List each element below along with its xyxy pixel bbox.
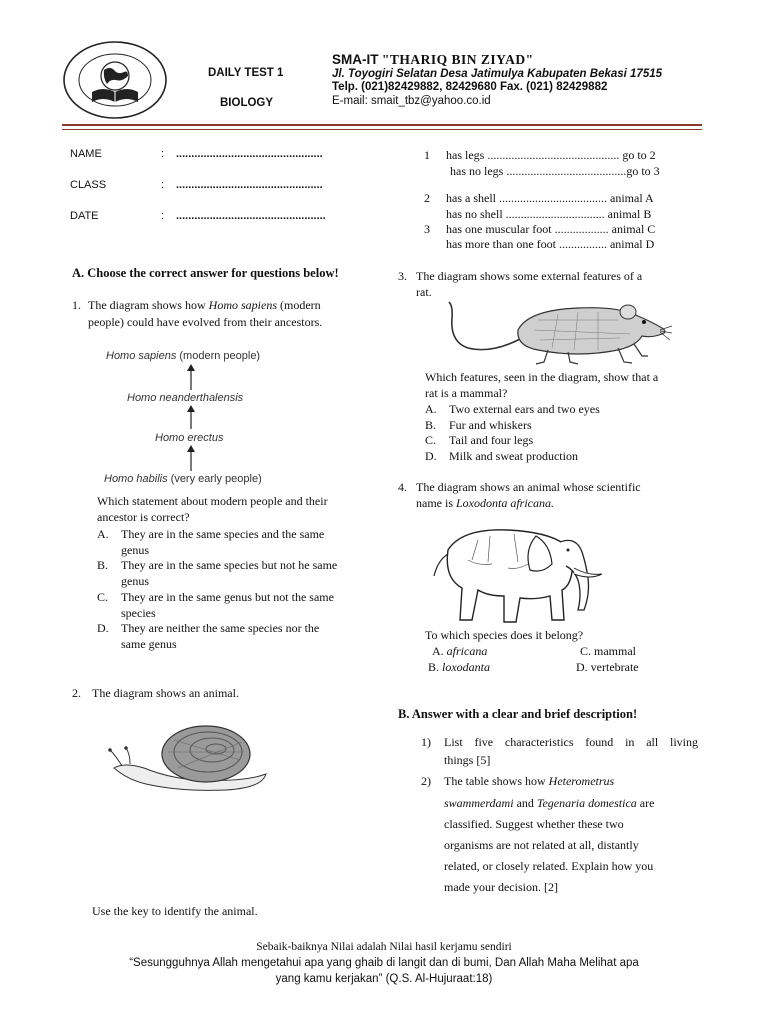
q3-option-a-letter: A.: [425, 402, 437, 416]
q3-option-d-letter: D.: [425, 449, 437, 463]
q3-option-d-text: Milk and sweat production: [449, 449, 578, 463]
q1-option-c-text-2: species: [121, 606, 156, 620]
q1-option-a[interactable]: [97, 527, 369, 559]
q3-option-d[interactable]: [425, 449, 685, 465]
name-label: NAME: [70, 148, 102, 160]
evo-arrow-3: [186, 445, 196, 471]
test-title: DAILY TEST 1: [208, 67, 284, 79]
b-q2-line3: classified. Suggest whether these two: [444, 817, 624, 831]
b-q2-l2-mid: and: [513, 796, 537, 810]
b-q2-l2-end: are: [636, 796, 655, 810]
evo-homo-sapiens: [106, 350, 260, 362]
q1-option-a-text-2: genus: [121, 543, 149, 557]
b-q2-l2-italic-b: Tegenaria domestica: [536, 796, 637, 810]
school-name-text: "THARIQ BIN ZIYAD": [381, 52, 534, 67]
q3-option-a-text: Two external ears and two eyes: [449, 402, 600, 416]
key-2b-dots: .................................: [505, 207, 605, 221]
date-label: DATE: [70, 210, 99, 222]
b-q2-l2-italic-a: swammerdami: [444, 796, 514, 810]
q4-option-b-letter: B.: [428, 660, 440, 674]
q4-option-d-text: vertebrate: [590, 660, 639, 674]
name-field[interactable]: ................................................: [176, 148, 323, 160]
q4-stem-l2a: name is: [416, 496, 456, 510]
class-colon: :: [161, 179, 165, 191]
b-q2-line4: organisms are not related at all, distantly: [444, 838, 639, 852]
b-q2-line2: [444, 796, 654, 811]
key-row-3a: [446, 222, 655, 237]
key-3a-result: animal C: [611, 222, 656, 236]
q1-option-d-text-1: They are neither the same species nor the: [121, 621, 320, 635]
q1-stem-line2: people) could have evolved from their ancestors.: [88, 315, 323, 329]
key-2a-dots: ....................................: [499, 191, 607, 205]
school-logo: [62, 40, 168, 120]
q4-option-d[interactable]: [576, 660, 639, 675]
q1-question-line2: ancestor is correct?: [97, 510, 190, 524]
b-q2-line5: related, or closely related. Explain how you: [444, 859, 654, 873]
q3-option-c-text: Tail and four legs: [449, 433, 534, 447]
q3-number: 3.: [398, 269, 407, 283]
q3-question-line2: rat is a mammal?: [425, 386, 508, 400]
key-2a-text: has a shell: [446, 191, 496, 205]
q4-option-a-text: africana: [446, 644, 488, 658]
b-q2-line6: made your decision. [2]: [444, 880, 558, 894]
key-row-2-num: 2: [424, 191, 430, 205]
q3-stem-line2: rat.: [416, 285, 432, 299]
footer-quote-line2: yang kamu kerjakan” (Q.S. Al-Hujuraat:18): [275, 973, 493, 985]
q4-stem-line1: The diagram shows an animal whose scientific: [416, 480, 641, 494]
q1-option-b[interactable]: [97, 558, 369, 590]
q1-option-a-text-1: They are in the same species and the same: [121, 527, 325, 541]
evo-arrow-2: [186, 405, 196, 429]
q4-stem-l2-italic: Loxodonta africana.: [456, 496, 554, 510]
key-row-3-num: 3: [424, 222, 430, 236]
evo-homo-habilis: [104, 473, 262, 485]
footer-motto: Sebaik-baiknya Nilai adalah Nilai hasil kerjamu sendiri: [256, 941, 512, 953]
q1-option-d-text-2: same genus: [121, 637, 177, 651]
key-3b-dots: ................: [558, 237, 607, 251]
q3-question-line1: Which features, seen in the diagram, show that a: [425, 370, 659, 384]
q3-option-b-letter: B.: [425, 418, 437, 432]
b-q1-line1: List five characteristics found in all living: [444, 735, 698, 749]
key-3b-text: has more than one foot: [446, 237, 556, 251]
q4-option-a-letter: A.: [432, 644, 444, 658]
subject-label: BIOLOGY: [220, 97, 274, 109]
q1-option-b-letter: B.: [97, 558, 109, 572]
school-email: E-mail: smait_tbz@yahoo.co.id: [332, 95, 491, 107]
q2-stem: The diagram shows an animal.: [92, 686, 239, 700]
evo-top-italic: Homo sapiens: [106, 350, 177, 362]
q4-stem-line2: [416, 496, 554, 511]
header-rule-thin: [62, 129, 702, 130]
key-2a-result: animal A: [610, 191, 654, 205]
q1-number: 1.: [72, 298, 81, 312]
name-colon: :: [161, 148, 165, 160]
school-name: [332, 52, 534, 68]
key-row-1a: [446, 148, 656, 163]
footer-quote-line1: “Sesungguhnya Allah mengetahui apa yang ghaib di langit dan di bumi, Dan Allah Maha Melihat apa: [129, 957, 639, 969]
q1-stem-b: (modern: [277, 298, 321, 312]
q1-option-c-letter: C.: [97, 590, 109, 604]
q3-option-c[interactable]: [425, 433, 685, 449]
elephant-illustration: [428, 520, 606, 626]
q4-option-c[interactable]: [580, 644, 636, 659]
q4-option-c-letter: C.: [580, 644, 592, 658]
class-label: CLASS: [70, 179, 107, 191]
key-row-3b: [446, 237, 654, 252]
q4-option-b[interactable]: [428, 660, 490, 675]
key-1a-text: has legs: [446, 148, 485, 162]
key-row-2a: [446, 191, 654, 206]
section-b-heading: B. Answer with a clear and brief description!: [398, 707, 638, 721]
evo-homo-erectus: Homo erectus: [155, 432, 224, 444]
rat-illustration: [448, 300, 674, 366]
q3-option-a[interactable]: [425, 402, 685, 418]
b-q1-number: 1): [421, 735, 431, 749]
class-field[interactable]: ................................................: [176, 179, 323, 191]
q1-option-c-text-1: They are in the same genus but not the same: [121, 590, 334, 604]
q1-option-b-text-1: They are in the same species but not he same: [121, 558, 338, 572]
q1-option-c[interactable]: [97, 590, 369, 622]
q1-stem-a: The diagram shows how: [88, 298, 209, 312]
key-1a-dots: ............................................: [487, 148, 620, 162]
key-3a-text: has one muscular foot: [446, 222, 552, 236]
q4-option-b-text: loxodanta: [442, 660, 491, 674]
q3-option-b[interactable]: [425, 418, 685, 434]
evo-top-rest: (modern people): [176, 350, 261, 362]
q4-number: 4.: [398, 480, 407, 494]
b-q2-number: 2): [421, 774, 431, 788]
q3-option-b-text: Fur and whiskers: [449, 418, 532, 432]
school-phone: Telp. (021)82429882, 82429680 Fax. (021) 82429882: [332, 81, 608, 93]
section-a-heading: A. Choose the correct answer for questions below!: [72, 266, 339, 280]
header-rule: [62, 124, 702, 126]
evo-homo-neanderthalensis: Homo neanderthalensis: [127, 392, 244, 404]
key-1a-result: go to 2: [622, 148, 656, 162]
key-row-2b: [446, 207, 651, 222]
school-name-prefix: SMA-IT: [332, 52, 379, 67]
q1-option-d[interactable]: [97, 621, 369, 653]
school-address: Jl. Toyogiri Selatan Desa Jatimulya Kabupaten Bekasi 17515: [332, 68, 663, 80]
q1-option-b-text-2: genus: [121, 574, 149, 588]
key-1b-result: go to 3: [626, 164, 660, 178]
q3-stem-line1: The diagram shows some external features of a: [416, 269, 643, 283]
q1-stem-italic: Homo sapiens: [208, 298, 277, 312]
key-1b-text: has no legs: [450, 164, 504, 178]
key-row-1-num: 1: [424, 148, 430, 162]
key-2b-text: has no shell: [446, 207, 503, 221]
q2-key-instruction: Use the key to identify the animal.: [92, 904, 258, 918]
key-1b-dots: ........................................: [506, 164, 627, 178]
date-field[interactable]: .................................................: [176, 210, 326, 222]
q4-question: To which species does it belong?: [425, 628, 584, 642]
b-q2-l1-italic: Heterometrus: [548, 774, 615, 788]
key-row-1b: [450, 164, 660, 179]
key-2b-result: animal B: [607, 207, 652, 221]
date-colon: :: [161, 210, 165, 222]
snail-illustration: [108, 722, 268, 794]
q2-number: 2.: [72, 686, 81, 700]
b-q2-l1a: The table shows how: [444, 774, 549, 788]
evo-bottom-italic: Homo habilis: [104, 473, 168, 485]
key-3a-dots: ..................: [554, 222, 609, 236]
q4-option-c-text: mammal: [594, 644, 637, 658]
q1-stem-line1: [88, 298, 321, 313]
q1-option-d-letter: D.: [97, 621, 109, 635]
q1-option-a-letter: A.: [97, 527, 109, 541]
evo-bottom-rest: (very early people): [167, 473, 262, 485]
q4-option-d-letter: D.: [576, 660, 588, 674]
b-q2-line1: [444, 774, 614, 789]
b-q1-line2: things [5]: [444, 753, 491, 767]
q1-question-line1: Which statement about modern people and their: [97, 494, 328, 508]
key-3b-result: animal D: [609, 237, 655, 251]
evo-arrow-1: [186, 364, 196, 390]
q4-option-a[interactable]: [432, 644, 487, 659]
q3-option-c-letter: C.: [425, 433, 437, 447]
